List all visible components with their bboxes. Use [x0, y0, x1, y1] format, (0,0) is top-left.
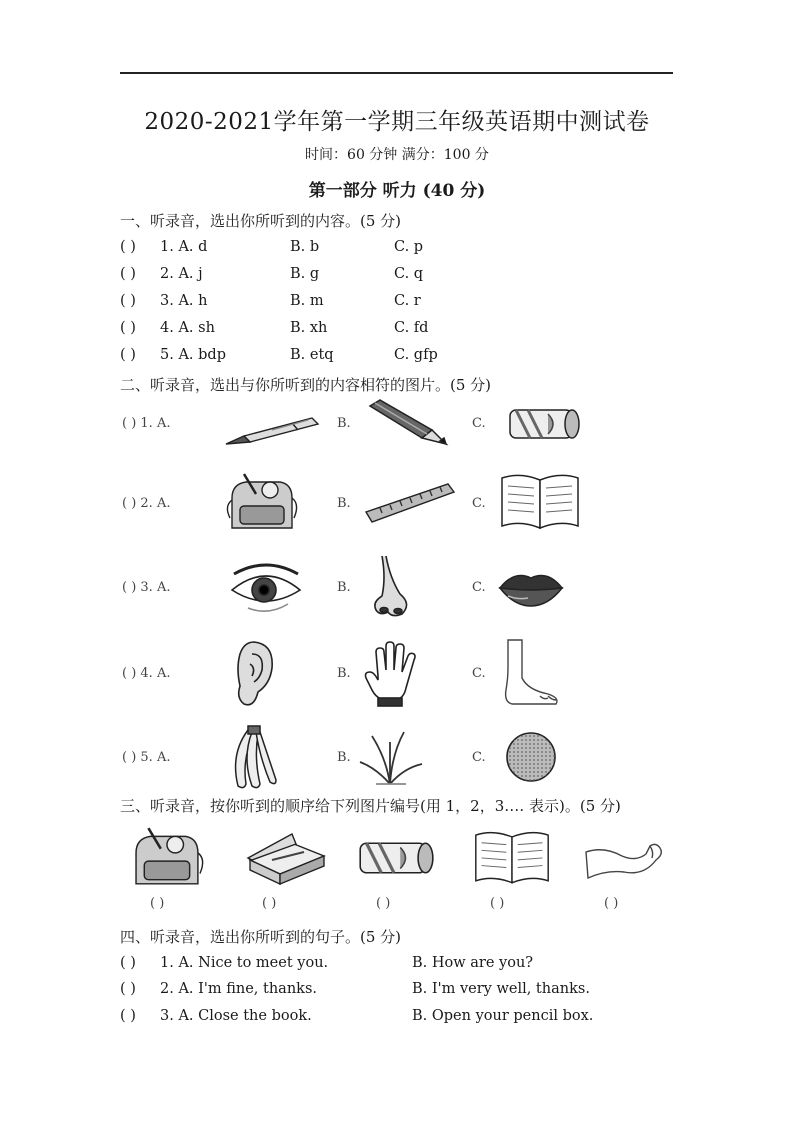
section3-heading: 三、听录音，按你听到的顺序给下列图片编号(用 1，2，3‥‥ 表示)。(5 分)	[120, 797, 621, 815]
eraser-icon[interactable]	[506, 406, 582, 442]
question-lead[interactable]: ( ) 3. A.	[122, 580, 171, 595]
option-b: B. b	[290, 239, 320, 255]
order-blank[interactable]: ( )	[604, 896, 619, 911]
pen-icon[interactable]	[222, 406, 322, 446]
question-lead[interactable]: ( ) 1. A.	[122, 416, 171, 431]
part-heading: 第一部分 听力 (40 分)	[308, 181, 486, 201]
option-b: B. etq	[290, 347, 334, 363]
question-row	[120, 347, 680, 369]
schoolbag-icon[interactable]	[126, 824, 210, 890]
question-row	[120, 955, 680, 977]
option-c-label: C.	[472, 580, 486, 595]
ruler-icon[interactable]	[364, 480, 456, 526]
picture-question-row	[120, 722, 680, 792]
question-row	[120, 320, 680, 342]
option-a: 1. A. Nice to meet you.	[160, 955, 329, 971]
option-a: 3. A. h	[160, 293, 208, 309]
option-c: C. p	[394, 239, 424, 255]
eye-icon[interactable]	[228, 560, 304, 616]
option-c-label: C.	[472, 416, 486, 431]
picture-question-row	[120, 636, 680, 706]
question-lead[interactable]: ( ) 2. A.	[122, 496, 171, 511]
option-b: B. How are you?	[412, 955, 534, 971]
option-a: 3. A. Close the book.	[160, 1008, 312, 1024]
option-a: 5. A. bdp	[160, 347, 226, 363]
option-a: 2. A. I'm fine, thanks.	[160, 981, 318, 997]
question-row	[120, 293, 680, 315]
pencil-box-icon[interactable]	[244, 830, 328, 886]
section4-heading: 四、听录音，选出你所听到的句子。(5 分)	[120, 928, 402, 946]
option-b: B. g	[290, 266, 320, 282]
answer-blank[interactable]: ( )	[120, 347, 136, 363]
order-blank[interactable]: ( )	[262, 896, 277, 911]
page-title: 2020-2021学年第一学期三年级英语期中测试卷	[144, 109, 650, 135]
question-lead[interactable]: ( ) 5. A.	[122, 750, 171, 765]
option-b-label: B.	[337, 666, 351, 681]
foot-icon[interactable]	[498, 638, 562, 708]
mouth-icon[interactable]	[498, 568, 564, 608]
option-b-label: B.	[337, 580, 351, 595]
section2-heading: 二、听录音，选出与你所听到的内容相符的图片。(5 分)	[120, 376, 492, 394]
top-rule	[120, 72, 673, 74]
schoolbag-icon[interactable]	[224, 470, 302, 534]
question-row	[120, 266, 680, 288]
picture-question-row	[120, 466, 680, 536]
option-b-label: B.	[337, 750, 351, 765]
option-b-label: B.	[337, 496, 351, 511]
banana-icon[interactable]	[224, 724, 282, 792]
answer-blank[interactable]: ( )	[120, 239, 136, 255]
option-c: C. r	[394, 293, 421, 309]
option-c-label: C.	[472, 750, 486, 765]
answer-blank[interactable]: ( )	[120, 955, 136, 971]
eraser-icon[interactable]	[356, 838, 436, 878]
hand-icon[interactable]	[364, 640, 422, 708]
ear-icon[interactable]	[232, 638, 276, 710]
section1-heading: 一、听录音，选出你所听到的内容。(5 分)	[120, 212, 402, 230]
question-row	[120, 1008, 680, 1030]
answer-blank[interactable]: ( )	[120, 320, 136, 336]
order-blank[interactable]: ( )	[376, 896, 391, 911]
question-lead[interactable]: ( ) 4. A.	[122, 666, 171, 681]
picture-question-row	[120, 552, 680, 622]
answer-blank[interactable]: ( )	[120, 1008, 136, 1024]
orange-icon[interactable]	[504, 730, 558, 784]
option-a: 4. A. sh	[160, 320, 215, 336]
grass-icon[interactable]	[356, 728, 426, 788]
option-b: B. xh	[290, 320, 328, 336]
book-icon[interactable]	[498, 470, 582, 532]
arm-icon[interactable]	[584, 832, 668, 888]
option-c-label: C.	[472, 666, 486, 681]
answer-blank[interactable]: ( )	[120, 981, 136, 997]
option-b: B. m	[290, 293, 324, 309]
option-c: C. q	[394, 266, 424, 282]
option-c: C. fd	[394, 320, 429, 336]
nose-icon[interactable]	[370, 554, 414, 620]
order-blank[interactable]: ( )	[150, 896, 165, 911]
question-row	[120, 239, 680, 261]
answer-blank[interactable]: ( )	[120, 266, 136, 282]
option-b-label: B.	[337, 416, 351, 431]
book-icon[interactable]	[472, 826, 552, 888]
option-c: C. gfp	[394, 347, 438, 363]
option-a: 1. A. d	[160, 239, 208, 255]
option-b: B. I'm very well, thanks.	[412, 981, 590, 997]
picture-question-row	[120, 396, 680, 466]
option-c-label: C.	[472, 496, 486, 511]
option-b: B. Open your pencil box.	[412, 1008, 594, 1024]
order-blank[interactable]: ( )	[490, 896, 505, 911]
option-a: 2. A. j	[160, 266, 203, 282]
exam-info: 时间：60 分钟 满分：100 分	[305, 147, 489, 163]
question-row	[120, 981, 680, 1003]
pencil-icon[interactable]	[360, 398, 450, 448]
answer-blank[interactable]: ( )	[120, 293, 136, 309]
